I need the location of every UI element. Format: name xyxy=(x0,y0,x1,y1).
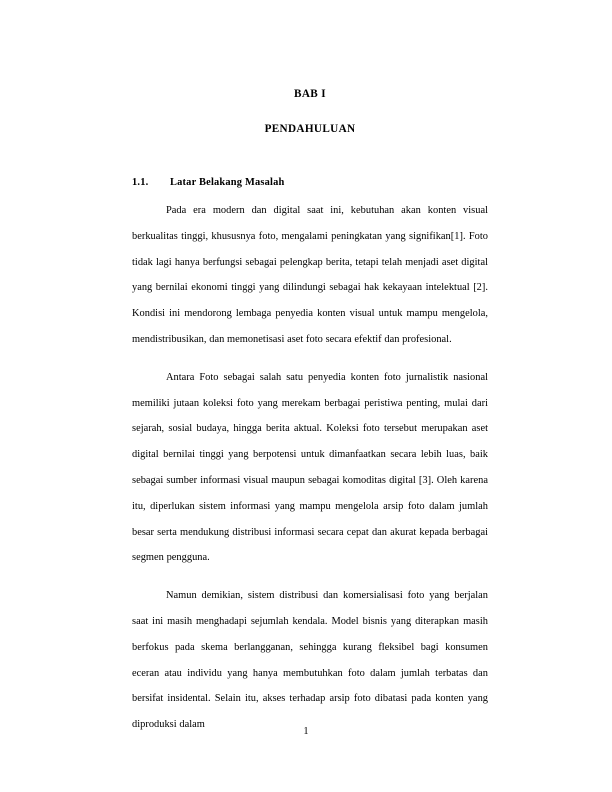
chapter-title-heading: PENDAHULUAN xyxy=(264,123,356,135)
chapter-number-heading: BAB I xyxy=(294,88,326,100)
section-heading xyxy=(132,177,488,188)
paragraph-1: Pada era modern dan digital saat ini, kebutuhan akan konten visual berkualitas tinggi, khususnya foto, mengalami peningkatan yang signifikan[1]. Foto tidak lagi hanya berfungsi sebagai pelengkap berita, tetapi telah menjadi aset digital yang bernilai ekonomi tinggi yang dilindungi sebagai hak kekayaan intelektual [2]. Kondisi ini mendorong lembaga penyedia konten visual untuk mampu mengelola, mendistribusikan, dan memonetisasi aset foto secara efektif dan profesional. xyxy=(132,205,488,345)
page-content xyxy=(132,72,488,738)
page-number: 1 xyxy=(303,726,309,737)
section-number: 1.1. xyxy=(132,177,149,188)
paragraph-3: Namun demikian, sistem distribusi dan komersialisasi foto yang berjalan saat ini masih menghadapi sejumlah kendala. Model bisnis yang diterapkan masih berfokus pada skema berlangganan, sehingga kurang fleksibel bagi konsumen eceran atau individu yang hanya membutuhkan foto dalam jumlah terbatas dan bersifat insidental. Selain itu, akses terhadap arsip foto dibatasi pada konten yang diproduksi dalam xyxy=(132,590,488,731)
section-title: Latar Belakang Masalah xyxy=(170,177,285,188)
paragraph-2: Antara Foto sebagai salah satu penyedia konten foto jurnalistik nasional memiliki jutaan koleksi foto yang merekam berbagai peristiwa penting, mulai dari sejarah, sosial budaya, hingga berita aktual. Koleksi foto tersebut merupakan aset digital bernilai tinggi yang berpotensi untuk dimanfaatkan secara lebih luas, baik sebagai sumber informasi visual maupun sebagai komoditas digital [3]. Oleh karena itu, diperlukan sistem informasi yang mampu mengelola arsip foto dalam jumlah besar serta mendukung distribusi informasi secara cepat dan akurat kepada berbagai segmen pengguna. xyxy=(132,371,488,564)
